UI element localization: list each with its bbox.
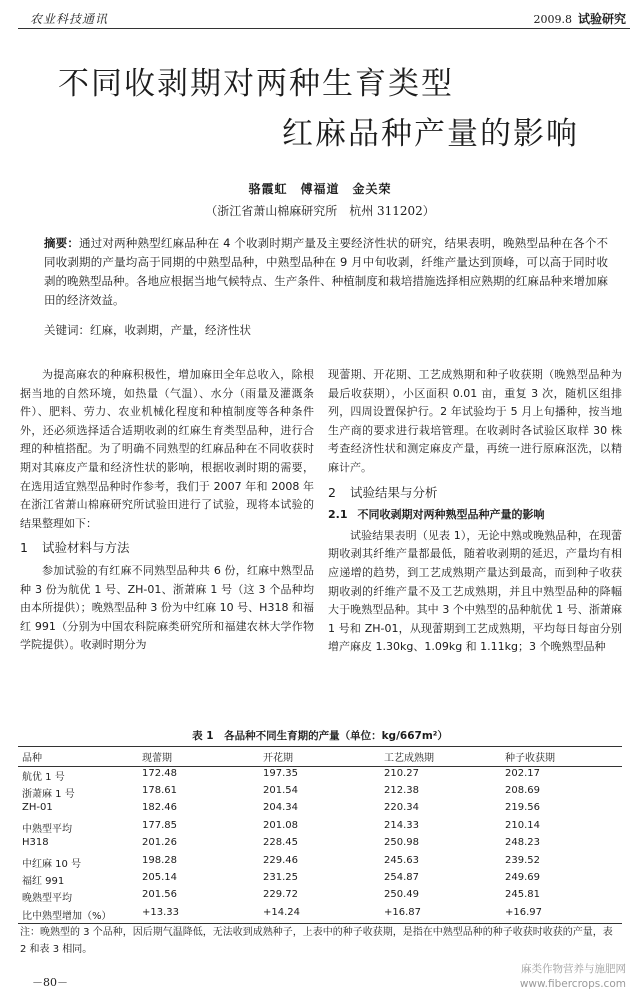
table-cell: 250.98 [384,837,419,849]
section-1-number: 1 [20,540,28,556]
header-right [533,10,626,27]
table-header-cell: 品种 [18,747,138,767]
table-cell: 201.56 [142,889,177,901]
subsection-2-1-title: 不同收剥期对两种熟型品种产量的影响 [357,508,545,522]
table-cell: 239.52 [505,854,540,866]
table-cell: 201.08 [263,819,298,831]
subsection-2-1-paragraph: 试验结果表明（见表 1），无论中熟或晚熟品种，在现蕾期收剥其纤维产量都最低，随着收剥期的延迟，产量均有相应递增的趋势，到工艺成熟期产量达到最高，而到种子收获期收剥的纤维产量不及工艺成熟期，并且中熟型品种的降幅大于晚熟型品种。其中 3 个中熟型的品种航优 1 号、浙萧麻 1 号和 ZH-01，从现蕾期到工艺成熟期，平均每日每亩分别增产麻皮 1.30kg、1.09kg 和 1.11kg；3 个晚熟型品种 [328,528,622,654]
table-cell: 228.45 [263,837,298,849]
page-number: －80－ [32,976,68,989]
table-cell: 198.28 [142,854,177,866]
watermark-line-2: www.fibercrops.com [519,978,626,990]
table-cell: 249.69 [505,871,540,883]
table-row [18,836,622,853]
title-line-1: 不同收剥期对两种生育类型 [58,66,454,102]
table-header-row [18,747,622,767]
table-cell: +16.87 [380,906,501,924]
table-cell: +16.97 [501,906,622,924]
table-caption: 表 1 各品种不同生育期的产量（单位：kg/667m²） [192,730,448,742]
header-rule [18,28,630,29]
watermark-line-1: 麻类作物营养与施肥网 [521,963,626,975]
table-cell: 250.49 [384,889,419,901]
table-cell: 204.34 [263,802,298,814]
table-cell: H318 [22,837,49,849]
table-cell: 210.14 [505,819,540,831]
section-2-title: 试验结果与分析 [349,484,438,500]
table-row [18,906,622,924]
yield-table [18,746,622,924]
section-2-number: 2 [328,484,336,500]
table-cell: 245.81 [505,889,540,901]
table-row [18,784,622,801]
section-2-heading [328,484,622,503]
table-header-cell: 开花期 [259,747,380,767]
table-cell: 182.46 [142,802,177,814]
table-cell: 208.69 [505,785,540,796]
table-header-cell: 工艺成熟期 [380,747,501,767]
table-row [18,819,622,836]
section-1-title: 试验材料与方法 [41,540,130,556]
table-cell: 浙萧麻 1 号 [22,789,75,800]
continued-paragraph: 现蕾期、开花期、工艺成熟期和种子收获期（晚熟型品种为最后收获期），小区面积 0.01 亩，重复 3 次，随机区组排列，四周设置保护行。2 年试验均于 5 月上旬播种，按当地生产商的要求进行栽培管理。在收剥时各试验区取样 30 株考查经济性状和测定麻皮产量，再统一进行原麻沤洗，以精麻计产。 [328,368,622,474]
table-header-cell: 种子收获期 [501,747,622,767]
affiliation: （浙江省萧山棉麻研究所 杭州 311202） [205,204,435,218]
table-cell: 231.25 [263,871,298,883]
section-name: 试验研究 [577,12,626,26]
intro-paragraph: 为提高麻农的种麻积极性，增加麻田全年总收入，除根据当地的自然环境，如热量（气温）、水分（雨量及灌溉条件）、肥料、劳力、农业机械化程度和种植制度等各种条件外，还必须选择适合适期收剥的红麻生育类型品种，进行合理的种植搭配。为了明确不同熟型的红麻品种在不同收获时期对其麻皮产量和经济性状的影响，根据收剥时期的需要，在选用适宜熟型品种时作参考，我们于 2007 年和 2008 年在浙江省萧山棉麻研究所试验田进行了试验，现将本试验的结果整理如下： [20,368,314,530]
subsection-2-1-heading [328,506,622,525]
title-line-2: 红麻品种产量的影响 [282,116,579,152]
table-cell: 航优 1 号 [22,772,65,783]
abstract-text: 通过对两种熟型红麻品种在 4 个收剥时期产量及主要经济性状的研究，结果表明，晚熟型品种在各个不同收剥期的产量均高于同期的中熟型品种，中熟型品种在 9 月中旬收剥，纤维产量达到顶峰，可以高于同时收剥的晚熟型品种。各地应根据当地气候特点、生产条件、种植制度和栽培措施选择相应熟期的红麻品种来增加麻田的经济效益。 [44,236,609,307]
table-cell: 201.26 [142,837,177,849]
table-cell: 中红麻 10 号 [22,858,82,870]
issue-number: 2009.8 [533,13,572,26]
table-cell: 中熟型平均 [22,823,72,835]
table-row [18,888,622,905]
table-cell: 219.56 [505,802,540,814]
table-cell: 210.27 [384,768,419,779]
table-cell: 福红 991 [22,875,65,887]
table-cell: 214.33 [384,819,419,831]
table-cell: +14.24 [259,906,380,924]
table-cell: 254.87 [384,871,419,883]
table-cell: 248.23 [505,837,540,849]
table-cell: 比中熟型增加（%） [18,906,138,924]
table-cell: 197.35 [263,768,298,779]
table-cell: 220.34 [384,802,419,814]
table-row [18,767,622,785]
table-row [18,854,622,871]
table-cell: 178.61 [142,785,177,796]
body-column-left [20,366,314,655]
table-cell: 177.85 [142,819,177,831]
subsection-2-1-number: 2.1 [328,508,348,522]
table-cell: 172.48 [142,768,177,779]
section-1-heading [20,539,314,558]
table-cell: 205.14 [142,871,177,883]
abstract [44,234,608,310]
table-cell: ZH-01 [22,802,53,814]
table-cell: 晚熟型平均 [22,893,72,905]
table-row [18,801,622,818]
table-cell: 229.46 [263,854,298,866]
abstract-label: 摘要： [44,236,80,250]
keywords-text: 红麻，收剥期，产量，经济性状 [90,323,251,337]
journal-name: 农业科技通讯 [30,12,109,26]
keywords-label: 关键词： [44,323,90,337]
table-row [18,871,622,888]
watermark [520,962,626,992]
body-column-right [328,366,622,657]
table-cell: +13.33 [138,906,259,924]
keywords [44,322,608,338]
table-cell: 229.72 [263,889,298,901]
table-cell: 245.63 [384,854,419,866]
table-cell: 212.38 [384,785,419,796]
table-cell: 202.17 [505,768,540,779]
table-note: 注：晚熟型的 3 个品种，因后期气温降低，无法收到成熟种子，上表中的种子收获期，是指在中熟型品种的种子收获时收获的产量，表 2 和表 3 相同。 [20,927,613,955]
table-cell: 201.54 [263,785,298,796]
authors: 骆霞虹 傅福道 金关荣 [248,182,392,196]
section-1-paragraph: 参加试验的有红麻不同熟型品种共 6 份，红麻中熟型品种 3 份为航优 1 号、ZH-01、浙萧麻 1 号（这 3 个品种均由本所提供）；晚熟型品种 3 份为中红麻 10 号、H318 和福红 991（分别为中国农科院麻类研究所和福建农林大学作物学院提供）。收剥时期分为 [20,563,314,652]
table-header-cell: 现蕾期 [138,747,259,767]
